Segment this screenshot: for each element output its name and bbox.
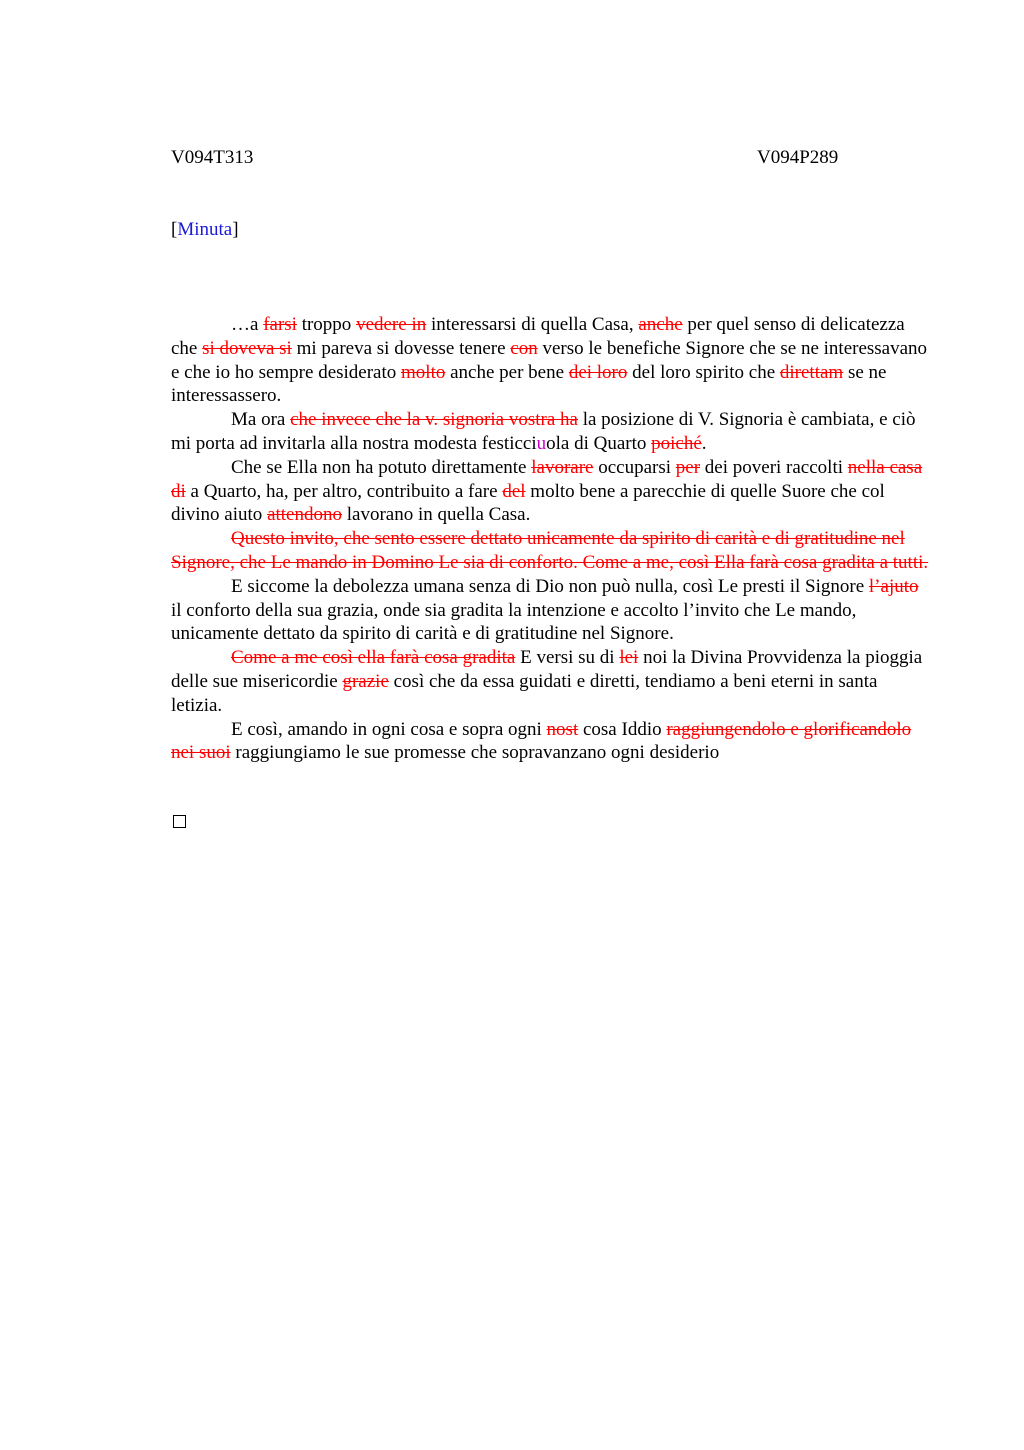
deleted-text: poiché [651,432,702,454]
deleted-text: farsi [263,314,297,335]
deleted-text: che invece che la v. signoria vostra ha [290,409,578,431]
text-segment: mi pareva si dovesse tenere [291,337,511,359]
deleted-text: Questo invito, che sento essere dettato unicamente da spirito di carità e di gratitudine nel Signore, che Le mando in Domino Le sia di conforto. Come a me, così Ella farà cosa gradita a tutti. [171,528,929,573]
deleted-text: lei [619,647,639,669]
close-bracket: ] [232,219,239,240]
deleted-text: nella casa di [171,456,923,502]
deleted-text: direttam [779,361,844,383]
deleted-text: attendono [267,504,342,526]
paragraph [171,527,931,575]
paragraph [171,646,931,717]
deleted-text: vedere in [356,314,427,335]
text-segment: troppo [296,314,357,335]
text-segment: se ne interessassero. [171,361,887,407]
deleted-text: con [510,337,538,359]
text-segment: la posizione di V. Signoria è cambiata, e ciò mi porta ad invitarla alla nostra modesta festicci [171,409,916,454]
text-segment: ola di Quarto [546,432,652,454]
text-segment: del loro spirito che [627,361,780,383]
text-segment: dei poveri raccolti [700,456,848,478]
paragraph [171,408,931,456]
text-segment: anche per bene [445,361,569,383]
document-type-label [171,219,239,241]
deleted-text: molto [401,361,446,383]
document-id-right: V094P289 [757,147,839,168]
open-bracket: [ [171,219,178,240]
deleted-text: del [502,480,526,502]
minuta-label: Minuta [177,219,233,240]
end-marker-box [173,815,186,828]
text-segment: . [701,432,707,454]
deleted-text: lavorare [531,456,594,478]
text-segment: così che da essa guidati e diretti, tendiamo a beni eterni in santa letizia. [171,670,878,716]
text-segment: E siccome la debolezza umana senza di Dio non può nulla, così Le presti il Signore [231,575,869,597]
deleted-text: Come a me così ella farà cosa gradita [231,647,516,669]
text-segment: per quel senso di delicatezza che [171,314,905,359]
document-id-left: V094T313 [171,147,254,168]
deleted-text: anche [638,314,683,335]
text-segment: interessarsi di quella Casa, [426,314,639,335]
text-segment: E così, amando in ogni cosa e sopra ogni [231,718,547,740]
text-segment: Ma ora [231,409,291,431]
deleted-text: dei loro [568,361,628,383]
deleted-text: l’ajuto [868,575,919,597]
text-segment: noi la Divina Provvidenza la pioggia delle sue misericordie [171,647,923,692]
letter-body [171,313,931,765]
deleted-text: nost [546,718,579,740]
text-segment: Che se Ella non ha potuto direttamente [231,456,532,478]
paragraph [171,718,931,766]
text-segment: molto bene a parecchie di quelle Suore che col divino aiuto [171,480,885,526]
paragraph [171,575,931,646]
text-segment: …a [231,314,264,335]
deleted-text: grazie [342,670,389,692]
paragraph [171,313,931,408]
text-segment: occuparsi [593,456,676,478]
text-segment: E versi su di [515,647,620,669]
text-segment: verso le benefiche Signore che se ne interessavano e che io ho sempre desiderato [171,337,928,383]
text-segment: lavorano in quella Casa. [342,504,531,526]
inserted-text: u [536,432,547,454]
deleted-text: si doveva si [202,337,292,359]
paragraph [171,456,931,527]
text-segment: cosa Iddio [578,718,667,740]
deleted-text: per [675,456,701,478]
text-segment: a Quarto, ha, per altro, contribuito a fare [185,480,503,502]
text-segment: raggiungiamo le sue promesse che sopravanzano ogni desiderio [230,742,720,764]
text-segment: il conforto della sua grazia, onde sia gradita la intenzione e accolto l’invito che Le mando, unicamente dettato da spirito di carità e di gratitudine nel Signore. [171,599,857,645]
deleted-text: raggiungendolo e glorificandolo nei suoi [171,718,912,764]
